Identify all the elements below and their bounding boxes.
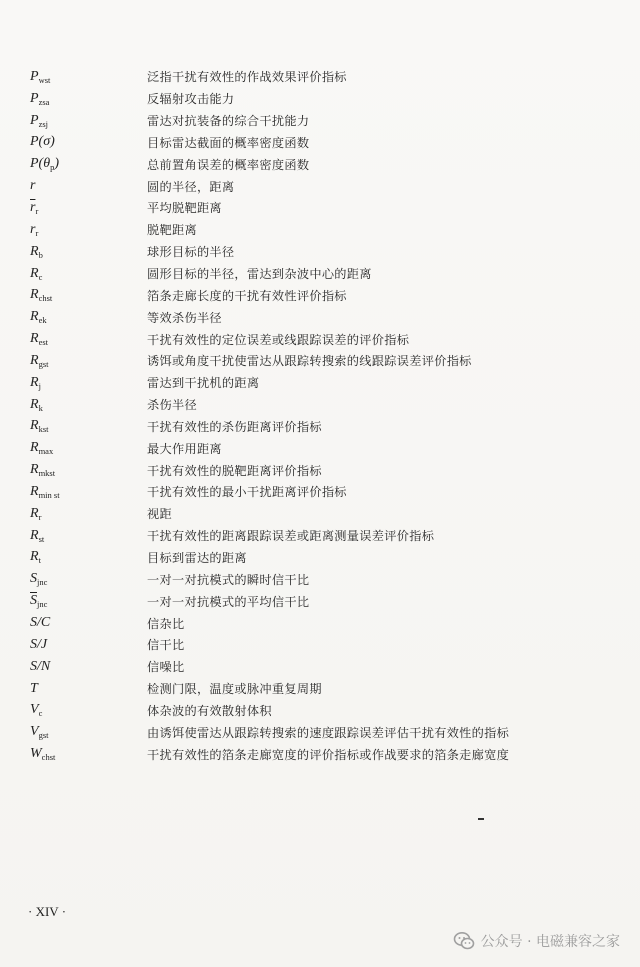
symbol-base: S/J (30, 636, 48, 652)
symbol-base: S (30, 571, 37, 587)
symbol-subscript: gst (38, 358, 49, 369)
symbol-base: R (30, 549, 39, 565)
symbol-subscript: kst (38, 424, 49, 435)
symbol-row (30, 743, 620, 765)
symbol-row (30, 110, 620, 132)
symbol (30, 484, 147, 500)
symbol (30, 418, 147, 434)
symbol-base: R (30, 462, 39, 478)
symbol (30, 528, 147, 544)
symbol-subscript: t (38, 555, 41, 566)
symbol-base: R (30, 527, 39, 543)
symbol-base: V (30, 702, 39, 718)
symbol-description: 干扰有效性的距离跟踪误差或距离测量误差评价指标 (147, 529, 435, 544)
symbol (30, 156, 147, 172)
symbol-row (30, 132, 620, 154)
symbol-description: 信杂比 (147, 616, 185, 631)
symbol-base: R (30, 440, 39, 456)
page-number: · XIV · (28, 904, 67, 919)
symbol-base: $\overline{r}$ (30, 199, 36, 215)
symbol-description: 等效杀伤半径 (147, 310, 222, 325)
symbol-row (30, 634, 620, 656)
symbol-row (30, 547, 620, 569)
symbol-list (30, 66, 620, 765)
symbol-description: 目标雷达截面的概率密度函数 (147, 135, 310, 150)
symbol-row (30, 328, 620, 350)
symbol-row (30, 263, 620, 285)
symbol-description: 总前置角误差的概率密度函数 (147, 157, 310, 172)
symbol-base: R (30, 309, 39, 325)
symbol-row (30, 241, 620, 263)
symbol-row (30, 590, 620, 612)
symbol-subscript: min st (38, 489, 60, 500)
symbol-base: P(σ) (30, 134, 55, 150)
symbol-tail: ) (54, 156, 60, 172)
symbol (30, 659, 147, 675)
symbol-subscript: r (35, 227, 39, 238)
symbol-description: 球形目标的半径 (147, 245, 235, 260)
symbol-base: R (30, 374, 39, 390)
symbol (30, 746, 147, 762)
symbol-row (30, 721, 620, 743)
symbol (30, 549, 147, 565)
symbol-row (30, 175, 620, 197)
symbol-row (30, 306, 620, 328)
symbol-description: 最大作用距离 (147, 441, 222, 456)
symbol-subscript: est (38, 337, 49, 348)
symbol-subscript: k (38, 402, 43, 413)
symbol (30, 571, 147, 587)
symbol-description: 一对一对抗模式的平均信干比 (147, 594, 310, 609)
symbol-subscript: b (38, 249, 43, 260)
symbol-base: P (30, 112, 39, 128)
symbol-description: 反辐射攻击能力 (147, 92, 235, 107)
symbol-base: P (30, 68, 39, 84)
symbol (30, 593, 147, 609)
symbol-description: 泛指干扰有效性的作战效果评价指标 (147, 70, 347, 85)
symbol-base: V (30, 724, 39, 740)
symbol (30, 134, 147, 150)
symbol-subscript: chst (41, 752, 56, 763)
symbol-base: R (30, 396, 39, 412)
symbol-subscript: r (35, 205, 39, 216)
symbol-description: 雷达对抗装备的综合干扰能力 (147, 114, 310, 129)
symbol-base: T (30, 680, 38, 696)
symbol-row (30, 699, 620, 721)
symbol-subscript: r (38, 511, 42, 522)
symbol (30, 266, 147, 282)
watermark-text: 公众号 · 电磁兼容之家 (480, 934, 620, 950)
symbol (30, 637, 147, 653)
symbol-row (30, 678, 620, 700)
symbol-base: R (30, 505, 39, 521)
symbol-row (30, 88, 620, 110)
symbol-subscript: chst (38, 293, 53, 304)
wechat-icon (453, 930, 475, 952)
symbol-subscript: mkst (38, 468, 56, 479)
symbol (30, 440, 147, 456)
symbol (30, 178, 147, 194)
symbol-row (30, 219, 620, 241)
symbol-base: S/C (30, 615, 51, 631)
symbol-subscript: p (50, 162, 55, 173)
symbol-description: 检测门限，温度或脉冲重复周期 (147, 682, 322, 697)
symbol-base: R (30, 418, 39, 434)
symbol (30, 113, 147, 129)
symbol-base: P(θ (30, 156, 51, 172)
symbol-row (30, 503, 620, 525)
symbol-subscript: c (38, 271, 43, 282)
symbol (30, 681, 147, 697)
symbol (30, 506, 147, 522)
symbol (30, 287, 147, 303)
symbol-row (30, 66, 620, 88)
symbol-subscript: c (38, 708, 43, 719)
symbol-subscript: gst (38, 730, 49, 741)
symbol-description: 箔条走廊长度的干扰有效性评价指标 (147, 288, 347, 303)
symbol-row (30, 394, 620, 416)
symbol-description: 视距 (147, 507, 172, 522)
symbol-row (30, 459, 620, 481)
symbol-description: 圆的半径，距离 (147, 179, 235, 194)
symbol (30, 462, 147, 478)
symbol-row (30, 416, 620, 438)
symbol-base: W (30, 746, 42, 762)
symbol-description: 干扰有效性的脱靶距离评价指标 (147, 463, 322, 478)
symbol-row (30, 525, 620, 547)
symbol-description: 体杂波的有效散射体积 (147, 703, 272, 718)
symbol (30, 724, 147, 740)
symbol-row (30, 568, 620, 590)
symbol-subscript: ek (38, 315, 47, 326)
symbol-row (30, 481, 620, 503)
symbol-description: 一对一对抗模式的瞬时信干比 (147, 572, 310, 587)
symbol-base: R (30, 352, 39, 368)
symbol-subscript: jnc (37, 577, 48, 588)
symbol-subscript: wst (38, 74, 51, 85)
symbol-row (30, 656, 620, 678)
symbol (30, 331, 147, 347)
symbol-description: 平均脱靶距离 (147, 201, 222, 216)
symbol-row (30, 197, 620, 219)
symbol-base: $\overline{S}$ (30, 593, 37, 609)
symbol-row (30, 437, 620, 459)
symbol (30, 702, 147, 718)
symbol-base: R (30, 243, 39, 259)
symbol-subscript: max (38, 446, 54, 457)
symbol (30, 353, 147, 369)
symbol-description: 信干比 (147, 638, 185, 653)
symbol-subscript: st (38, 533, 45, 544)
symbol (30, 200, 147, 216)
symbol-description: 杀伤半径 (147, 398, 197, 413)
symbol-row (30, 350, 620, 372)
symbol-description: 干扰有效性的最小干扰距离评价指标 (147, 485, 347, 500)
symbol-base: R (30, 331, 39, 347)
symbol-base: r (30, 178, 36, 194)
symbol-description: 目标到雷达的距离 (147, 550, 247, 565)
symbol-subscript: jnc (37, 599, 48, 610)
watermark (453, 930, 620, 952)
symbol-base: P (30, 90, 39, 106)
symbol (30, 69, 147, 85)
symbol-row (30, 153, 620, 175)
symbol-description: 脱靶距离 (147, 223, 197, 238)
symbol (30, 375, 147, 391)
symbol (30, 91, 147, 107)
symbol-subscript: zsj (38, 118, 49, 129)
symbol-base: R (30, 265, 39, 281)
symbol (30, 244, 147, 260)
symbol-description: 信噪比 (147, 660, 185, 675)
symbol-subscript: zsa (38, 96, 50, 107)
symbol-row (30, 372, 620, 394)
symbol-description: 由诱饵使雷达从跟踪转搜索的速度跟踪误差评估干扰有效性的指标 (147, 725, 510, 740)
symbol-description: 干扰有效性的杀伤距离评价指标 (147, 419, 322, 434)
symbol-description: 雷达到干扰机的距离 (147, 376, 260, 391)
symbol (30, 615, 147, 631)
stray-mark (478, 818, 484, 820)
symbol-row (30, 612, 620, 634)
symbol (30, 309, 147, 325)
symbol-base: S/N (30, 658, 51, 674)
symbol-base: r (30, 221, 36, 237)
symbol (30, 397, 147, 413)
symbol-description: 干扰有效性的定位误差或线跟踪误差的评价指标 (147, 332, 410, 347)
symbol-description: 干扰有效性的箔条走廊宽度的评价指标或作战要求的箔条走廊宽度 (147, 747, 510, 762)
symbol-description: 圆形目标的半径，雷达到杂波中心的距离 (147, 267, 372, 282)
symbol-base: R (30, 483, 39, 499)
symbol-base: R (30, 287, 39, 303)
symbol-row (30, 284, 620, 306)
symbol-subscript: j (38, 380, 41, 391)
symbol-description: 诱饵或角度干扰使雷达从跟踪转搜索的线跟踪误差评价指标 (147, 354, 472, 369)
symbol (30, 222, 147, 238)
